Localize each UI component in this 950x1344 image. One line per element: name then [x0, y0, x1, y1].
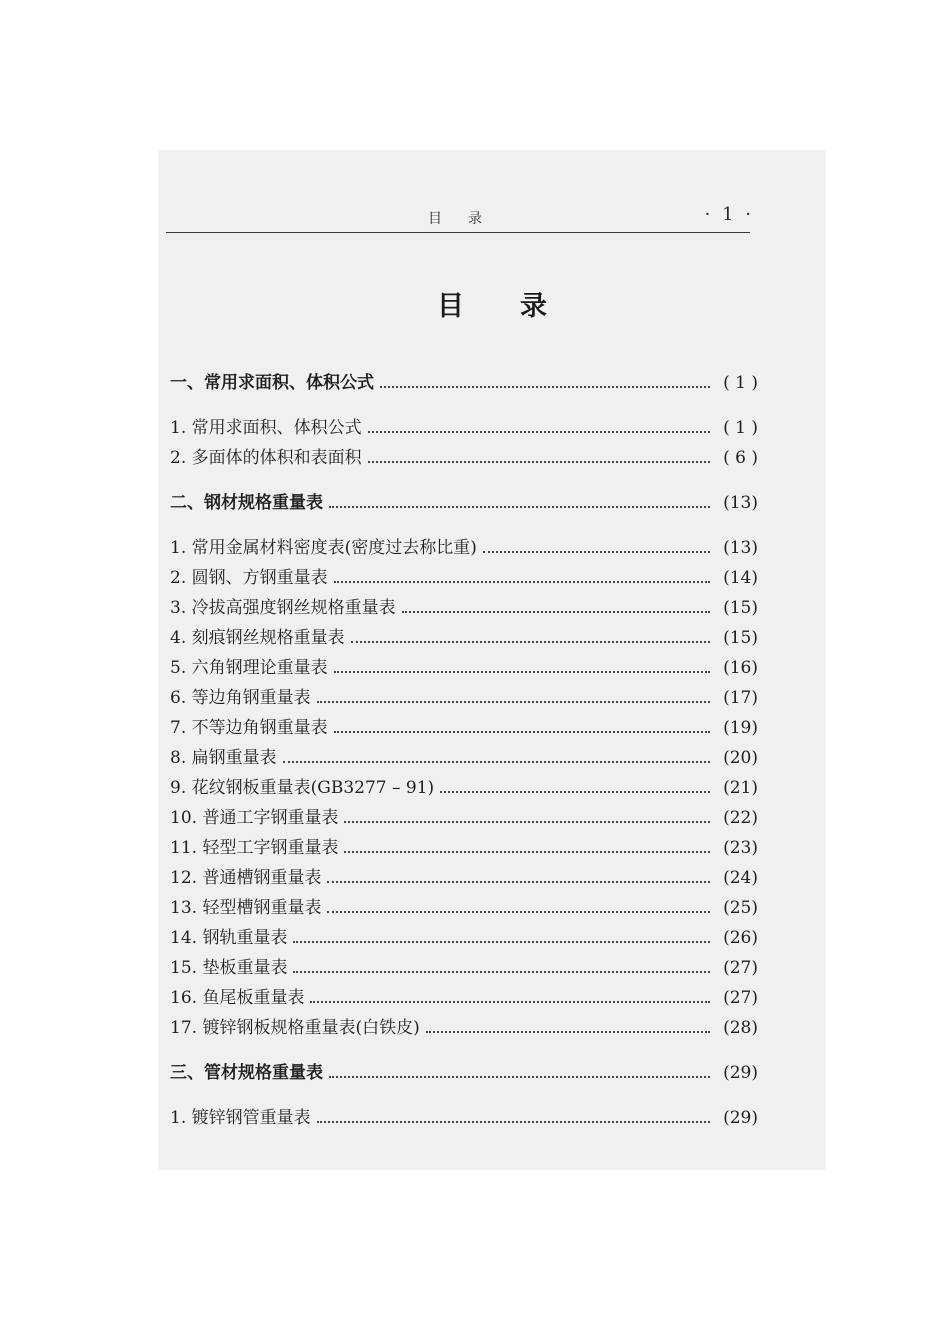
toc-leader-dots [293, 971, 710, 973]
toc-entry-label: 6. 等边角钢重量表 [170, 688, 311, 708]
toc-entry-label: 11. 轻型工字钢重量表 [170, 838, 339, 858]
toc-entry-page: (13) [723, 493, 758, 513]
toc-entry-label: 16. 鱼尾板重量表 [170, 988, 305, 1008]
toc-leader-dots [334, 671, 710, 673]
toc-entry-label: 13. 轻型槽钢重量表 [170, 898, 322, 918]
toc-entry-page: ( 6 ) [723, 448, 758, 468]
toc-entry-page: (20) [723, 748, 758, 768]
toc-leader-dots [483, 551, 710, 553]
toc-leader-dots [334, 581, 710, 583]
toc-entry-page: (15) [723, 598, 758, 618]
toc-entry-label: 2. 多面体的体积和表面积 [170, 448, 362, 468]
toc-leader-dots [344, 851, 710, 853]
toc-entry [170, 653, 758, 679]
toc-leader-dots [283, 761, 710, 763]
toc-entry [170, 923, 758, 949]
toc-entry-label: 二、钢材规格重量表 [170, 493, 323, 513]
toc-entry-label: 17. 镀锌钢板规格重量表(白铁皮) [170, 1018, 420, 1038]
toc-entry-label: 15. 垫板重量表 [170, 958, 288, 978]
toc-leader-dots [329, 506, 710, 508]
toc-leader-dots [426, 1031, 710, 1033]
toc-entry-page: (16) [723, 658, 758, 678]
toc-leader-dots [351, 641, 710, 643]
toc-entry-page: (26) [723, 928, 758, 948]
toc-entry-page: (13) [723, 538, 758, 558]
toc-entry [170, 533, 758, 559]
toc-entry-label: 一、常用求面积、体积公式 [170, 373, 374, 393]
toc-entry-page: (27) [723, 958, 758, 978]
toc-entry-page: ( 1 ) [723, 418, 758, 438]
toc-entry [170, 833, 758, 859]
toc-entry [170, 623, 758, 649]
book-page [158, 150, 826, 1170]
toc-entry-page: (27) [723, 988, 758, 1008]
toc-leader-dots [368, 461, 710, 463]
toc-entry-label: 1. 镀锌钢管重量表 [170, 1108, 311, 1128]
toc-entry-label: 10. 普通工字钢重量表 [170, 808, 339, 828]
toc-entry [170, 893, 758, 919]
toc-entry-page: (21) [723, 778, 758, 798]
toc-leader-dots [310, 1001, 710, 1003]
toc-entry [170, 713, 758, 739]
toc-entry-label: 3. 冷拔高强度钢丝规格重量表 [170, 598, 396, 618]
toc-entry-label: 三、管材规格重量表 [170, 1063, 323, 1083]
toc-entry-label: 1. 常用求面积、体积公式 [170, 418, 362, 438]
toc-entry [170, 803, 758, 829]
toc-section-entry [170, 368, 758, 394]
toc-entry [170, 863, 758, 889]
toc-entry-page: (29) [723, 1108, 758, 1128]
toc-entry [170, 443, 758, 469]
toc-entry-label: 9. 花纹钢板重量表(GB3277 – 91) [170, 778, 435, 798]
toc-leader-dots [440, 791, 710, 793]
toc-entry-page: (14) [723, 568, 758, 588]
toc-entry [170, 683, 758, 709]
toc-entry [170, 983, 758, 1009]
toc-entry [170, 593, 758, 619]
toc-entry-page: (15) [723, 628, 758, 648]
toc-entry-label: 7. 不等边角钢重量表 [170, 718, 328, 738]
toc-entry [170, 953, 758, 979]
toc-leader-dots [380, 386, 710, 388]
toc-entry-page: (19) [723, 718, 758, 738]
toc-entry-page: (17) [723, 688, 758, 708]
toc-entry [170, 1103, 758, 1129]
toc-leader-dots [368, 431, 710, 433]
toc-entry-page: (23) [723, 838, 758, 858]
toc-leader-dots [329, 1076, 710, 1078]
toc-entry-label: 14. 钢轨重量表 [170, 928, 288, 948]
toc-entry [170, 1013, 758, 1039]
toc-entry-page: (22) [723, 808, 758, 828]
toc-entry [170, 743, 758, 769]
toc-entry-label: 12. 普通槽钢重量表 [170, 868, 322, 888]
running-title: 目录 [428, 211, 508, 227]
toc-entry-page: (28) [723, 1018, 758, 1038]
toc-entry-label: 8. 扁钢重量表 [170, 748, 277, 768]
toc-entry [170, 563, 758, 589]
toc-entry-page: (25) [723, 898, 758, 918]
toc-section-entry [170, 488, 758, 514]
page-number: · 1 · [704, 204, 754, 225]
toc-entry-page: (24) [723, 868, 758, 888]
toc-title: 目录 [437, 291, 603, 322]
toc-entry-page: ( 1 ) [723, 373, 758, 393]
toc-leader-dots [344, 821, 710, 823]
toc-entry-label: 4. 刻痕钢丝规格重量表 [170, 628, 345, 648]
toc-leader-dots [317, 701, 710, 703]
toc-leader-dots [334, 731, 710, 733]
toc-entry-label: 5. 六角钢理论重量表 [170, 658, 328, 678]
toc-section-entry [170, 1058, 758, 1084]
toc-list [158, 150, 826, 1170]
toc-leader-dots [293, 941, 710, 943]
toc-entry-label: 1. 常用金属材料密度表(密度过去称比重) [170, 538, 477, 558]
toc-leader-dots [327, 881, 710, 883]
toc-leader-dots [402, 611, 710, 613]
toc-entry-page: (29) [723, 1063, 758, 1083]
toc-entry [170, 773, 758, 799]
toc-entry-label: 2. 圆钢、方钢重量表 [170, 568, 328, 588]
toc-leader-dots [327, 911, 710, 913]
toc-entry [170, 413, 758, 439]
toc-leader-dots [317, 1121, 710, 1123]
